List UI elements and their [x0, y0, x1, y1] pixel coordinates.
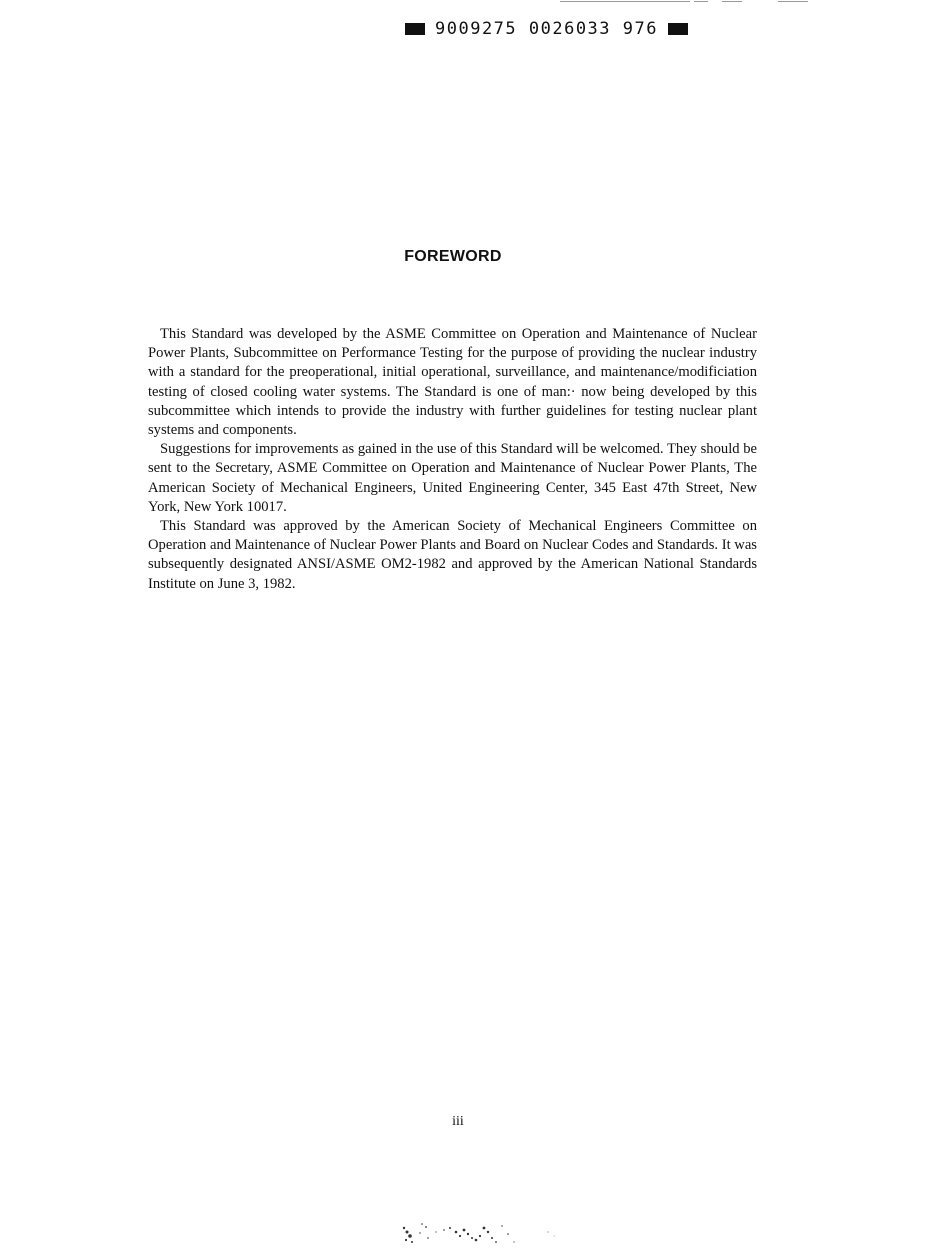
- scan-artifact-line: [722, 1, 742, 2]
- black-bar-left: [405, 23, 425, 35]
- paragraph: This Standard was approved by the American Society of Mechanical Engineers Committee on Operation and Maintenance of Nuclear Power Plants and Board on Nuclear Codes and Standards. It was subsequently designated ANSI/ASME OM2-1982 and approved by the American National Standards Institute on June 3, 1982.: [148, 518, 757, 592]
- document-code: 9009275 0026033 976: [435, 19, 658, 39]
- barcode-header: [405, 18, 688, 40]
- page-number: iii: [452, 1114, 464, 1129]
- paragraph: Suggestions for improvements as gained in the use of this Standard will be welcomed. They should be sent to the Secretary, ASME Committee on Operation and Maintenance of Nuclear Power Plants, The American Society of Mechanical Engineers, United Engineering Center, 345 East 47th Street, New York, New York 10017.: [148, 441, 757, 515]
- paragraph: This Standard was developed by the ASME Committee on Operation and Maintenance of Nuclear Power Plants, Subcommittee on Performance Testing for the purpose of providing the nuclear industry with a standard for the preoperational, initial operational, surveillance, and maintenance/modificiation testing of closed cooling water systems. The Standard is one of man:· now being developed by this subcommittee which intends to provide the industry with further guidelines for testing nuclear plant systems and components.: [148, 326, 757, 439]
- scan-artifact-line: [694, 1, 708, 2]
- foreword-body: [148, 325, 757, 594]
- page-title: FOREWORD: [404, 248, 502, 265]
- scan-artifact-line: [560, 1, 690, 2]
- scan-artifact-line: [778, 1, 808, 2]
- black-bar-right: [668, 23, 688, 35]
- scan-speckle-artifact: [398, 1218, 558, 1250]
